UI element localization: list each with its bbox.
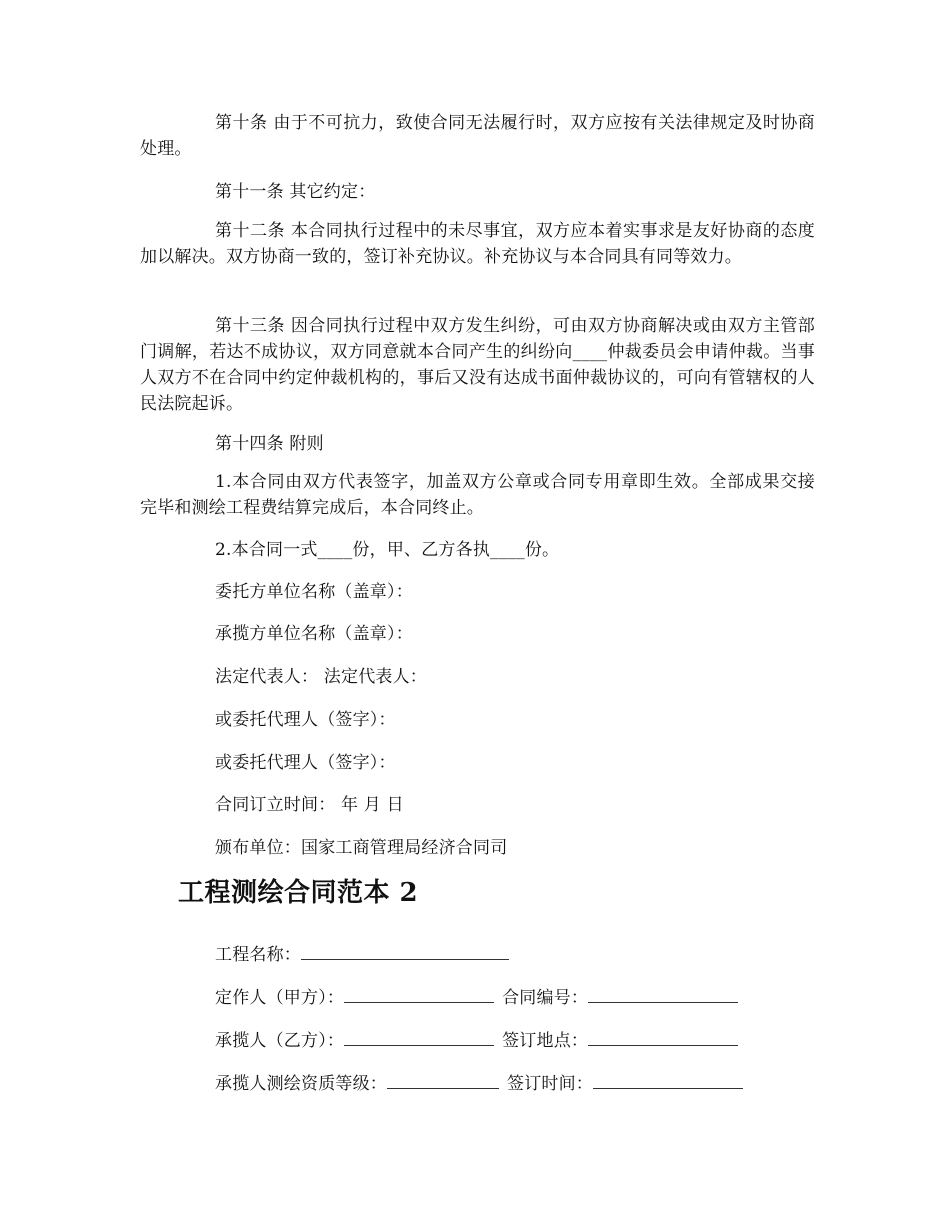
contractor-unit-line: 承揽方单位名称（盖章）： (215, 624, 413, 644)
sign-place-blank (588, 1028, 738, 1046)
qualification-row (215, 1071, 743, 1097)
project-name-row (215, 942, 509, 968)
legal-representatives-line: 法定代表人： 法定代表人： (215, 667, 428, 687)
clause-2: 2.本合同一式____份，甲、乙方各执____份。 (215, 540, 560, 560)
article-13: 第十三条 因合同执行过程中双方发生纠纷，可由双方协商解决或由双方主管部门调解，若达不成协议，双方同意就本合同产生的纠纷向____仲裁委员会申请仲裁。当事人双方不在合同中约定仲裁机构的，事后又没有达成书面仲裁协议的，可向有管辖权的人民法院起诉。 (140, 316, 815, 414)
contract-no-blank (588, 985, 738, 1003)
section-2-title: 工程测绘合同范本 2 (178, 878, 419, 908)
client-unit-line: 委托方单位名称（盖章）： (215, 582, 413, 602)
party-a-label: 定作人（甲方）： (215, 988, 345, 1008)
party-a-row (215, 985, 738, 1011)
qualification-blank (387, 1071, 499, 1089)
party-b-row (215, 1028, 738, 1054)
project-name-blank (301, 942, 509, 960)
party-b-blank (344, 1028, 494, 1046)
article-12: 第十二条 本合同执行过程中的未尽事宜，双方应本着实事求是友好协商的态度加以解决。双方协商一致的，签订补充协议。补充协议与本合同具有同等效力。 (140, 221, 815, 267)
clause-1: 1.本合同由双方代表签字，加盖双方公章或合同专用章即生效。全部成果交接完毕和测绘工程费结算完成后，本合同终止。 (140, 472, 815, 518)
contract-date-line: 合同订立时间： 年 月 日 (215, 795, 404, 815)
agent-signature-line-2: 或委托代理人（签字）： (215, 753, 396, 773)
qualification-label: 承揽人测绘资质等级： (215, 1074, 387, 1094)
sign-time-blank (593, 1071, 743, 1089)
contract-no-label: 合同编号： (502, 988, 589, 1008)
article-10: 第十条 由于不可抗力，致使合同无法履行时，双方应按有关法律规定及时协商处理。 (140, 113, 815, 159)
party-b-label: 承揽人（乙方）： (215, 1031, 345, 1051)
party-a-blank (344, 985, 494, 1003)
article-11: 第十一条 其它约定： (215, 182, 376, 202)
sign-place-label: 签订地点： (502, 1031, 589, 1051)
issuer-line: 颁布单位：国家工商管理局经济合同司 (215, 838, 508, 858)
sign-time-label: 签订时间： (507, 1074, 593, 1094)
agent-signature-line-1: 或委托代理人（签字）： (215, 710, 396, 730)
article-14: 第十四条 附则 (215, 434, 324, 454)
project-name-label: 工程名称： (215, 945, 301, 965)
